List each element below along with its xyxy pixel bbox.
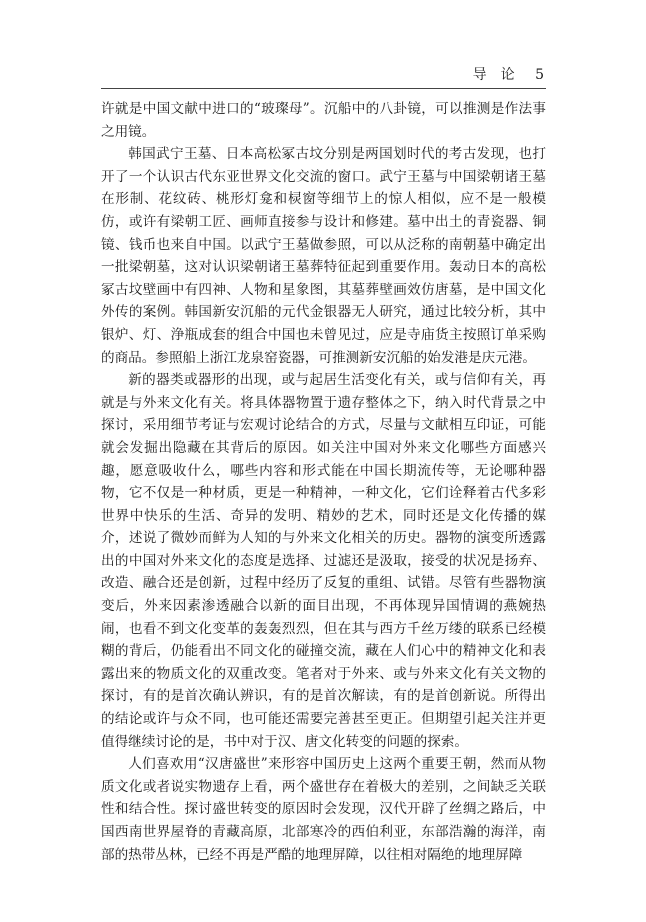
paragraph: 韩国武宁王墓、日本高松冢古坟分别是两国划时代的考古发现，也打开了一个认识古代东亚世界文化交流的窗口。武宁王墓与中国梁朝诸王墓在形制、花纹砖、桃形灯龛和棂窗等细节上的惊人相似，应不是一般模仿，或许有梁朝工匠、画师直接参与设计和修建。墓中出土的青瓷器、铜镜、钱币也来自中国。以武宁王墓做参照，可以从泛称的南朝墓中确定出一批梁朝墓，这对认识梁朝诸王墓葬特征起到重要作用。轰动日本的高松冢古坟壁画中有四神、人物和星象图，其墓葬壁画效仿唐墓，是中国文化外传的案例。韩国新安沉船的元代金银器无人研究，通过比较分析，其中银炉、灯、浄瓶成套的组合中国也未曾见过，应是寺庙货主按照订单采购的商品。参照船上浙江龙泉窑瓷器，可推测新安沉船的始发港是庆元港。 <box>101 146 546 366</box>
paragraph: 新的器类或器形的出现，或与起居生活变化有关，或与信仰有关，再就是与外来文化有关。将具体器物置于遗存整体之下，纳入时代背景之中探讨，采用细节考证与宏观讨论结合的方式，尽量与文献相互印证，可能就会发掘出隐藏在其背后的原因。如关注中国对外来文化哪些方面感兴趣，愿意吸收什么，哪些内容和形式能在中国长期流传等，无论哪种器物，它不仅是一种材质，更是一种精神，一种文化，它们诠释着古代多彩世界中快乐的生活、奇异的发明、精妙的艺术，同时还是文化传播的媒介，述说了微妙而鲜为人知的与外来文化相关的历史。器物的演变所透露出的中国对外来文化的态度是选择、过滤还是汲取，接受的状况是扬弃、改造、融合还是创新，过程中经历了反复的重组、试错。尽管有些器物演变后，外来因素渗透融合以新的面目出现，不再体现异国情调的燕婉热闹，也看不到文化变革的轰轰烈烈，但在其与西方千丝万缕的联系已经模糊的背后，仍能看出不同文化的碰撞交流，藏在人们心中的精神文化和表露出来的物质文化的双重改变。笔者对于外来、或与外来文化有关文物的探讨，有的是首次确认辨识，有的是首次解读，有的是首创新说。所得出的结论或许与众不同，也可能还需要完善甚至更正。但期望引起关注并更值得继续讨论的是，书中对于汉、唐文化转变的问题的探索。 <box>101 372 546 750</box>
paragraph-continued: 许就是中国文献中进口的“玻璨母”。沉船中的八卦镜，可以推测是作法事之用镜。 <box>101 101 546 140</box>
body-text <box>101 98 546 866</box>
running-head <box>473 64 544 84</box>
chapter-title: 导论 <box>472 67 529 83</box>
page-number: 5 <box>535 67 544 83</box>
page-header <box>101 60 546 89</box>
paragraph: 人们喜欢用“汉唐盛世”来形容中国历史上这两个重要王朝，然而从物质文化或者说实物遗存上看，两个盛世存在着极大的差别，之间缺乏关联性和结合性。探讨盛世转变的原因时会发现，汉代开辟了丝绸之路后，中国西南世界屋脊的青藏高原，北部寒冷的西伯利亚，东部浩瀚的海洋，南部的热带丛林，已经不再是严酷的地理屏障，以往相对隔绝的地理屏障 <box>101 756 546 863</box>
